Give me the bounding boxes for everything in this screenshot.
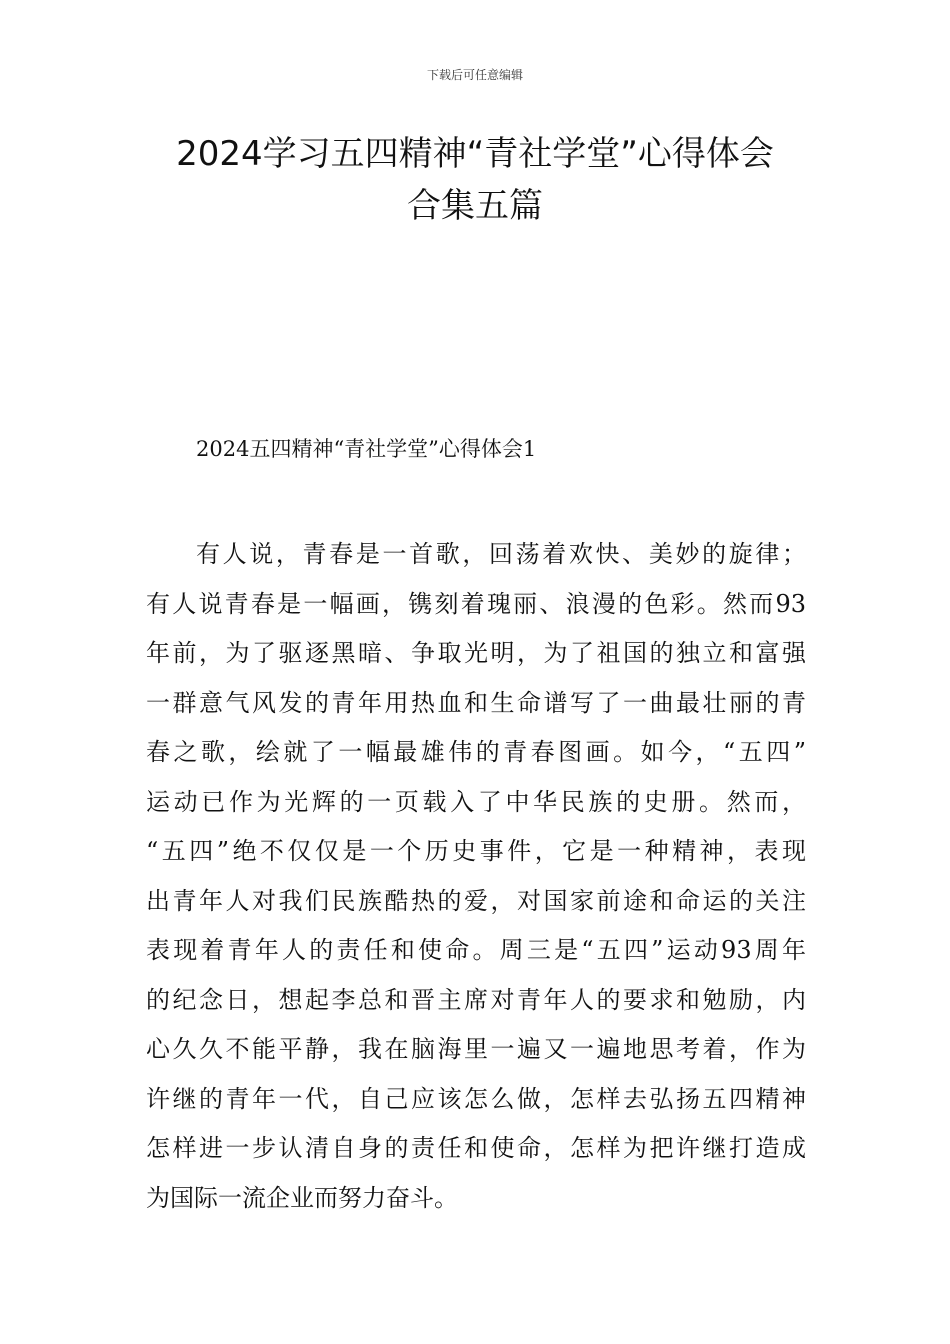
document-title-line-2: 合集五篇 — [407, 186, 543, 226]
document-title-line-1: 2024学习五四精神“青社学堂”心得体会 — [176, 134, 774, 174]
body-line: 一群意气风发的青年用热血和生命谱写了一曲最壮丽的青 — [146, 688, 806, 717]
body-line: 心久久不能平静，我在脑海里一遍又一遍地思考着，作为 — [146, 1035, 806, 1063]
body-line: 有人说，青春是一首歌，回荡着欢快、美妙的旋律； — [196, 540, 806, 568]
body-line: 表现着青年人的责任和使命。周三是“五四”运动93周年 — [146, 936, 806, 964]
section-heading: 2024五四精神“青社学堂”心得体会1 — [196, 437, 537, 461]
body-paragraph — [146, 530, 806, 1223]
body-line: 有人说青春是一幅画，镌刻着瑰丽、浪漫的色彩。然而93 — [146, 589, 806, 618]
body-line: 运动已作为光辉的一页载入了中华民族的史册。然而， — [146, 787, 806, 816]
body-line: 出青年人对我们民族酷热的爱，对国家前途和命运的关注 — [146, 886, 806, 915]
document-title — [80, 128, 870, 232]
body-line: 春之歌，绘就了一幅最雄伟的青春图画。如今，“五四” — [146, 738, 806, 766]
body-line: 年前，为了驱逐黑暗、争取光明，为了祖国的独立和富强 — [146, 639, 806, 667]
body-line: 的纪念日，想起李总和晋主席对青年人的要求和勉励，内 — [146, 985, 806, 1014]
body-line: “五四”绝不仅仅是一个历史事件，它是一种精神，表现 — [146, 837, 806, 865]
header-note: 下载后可任意编辑 — [426, 68, 523, 82]
body-line: 许继的青年一代，自己应该怎么做，怎样去弘扬五四精神 — [146, 1084, 806, 1113]
body-line: 怎样进一步认清自身的责任和使命，怎样为把许继打造成 — [146, 1134, 806, 1162]
body-line: 为国际一流企业而努力奋斗。 — [146, 1183, 458, 1212]
